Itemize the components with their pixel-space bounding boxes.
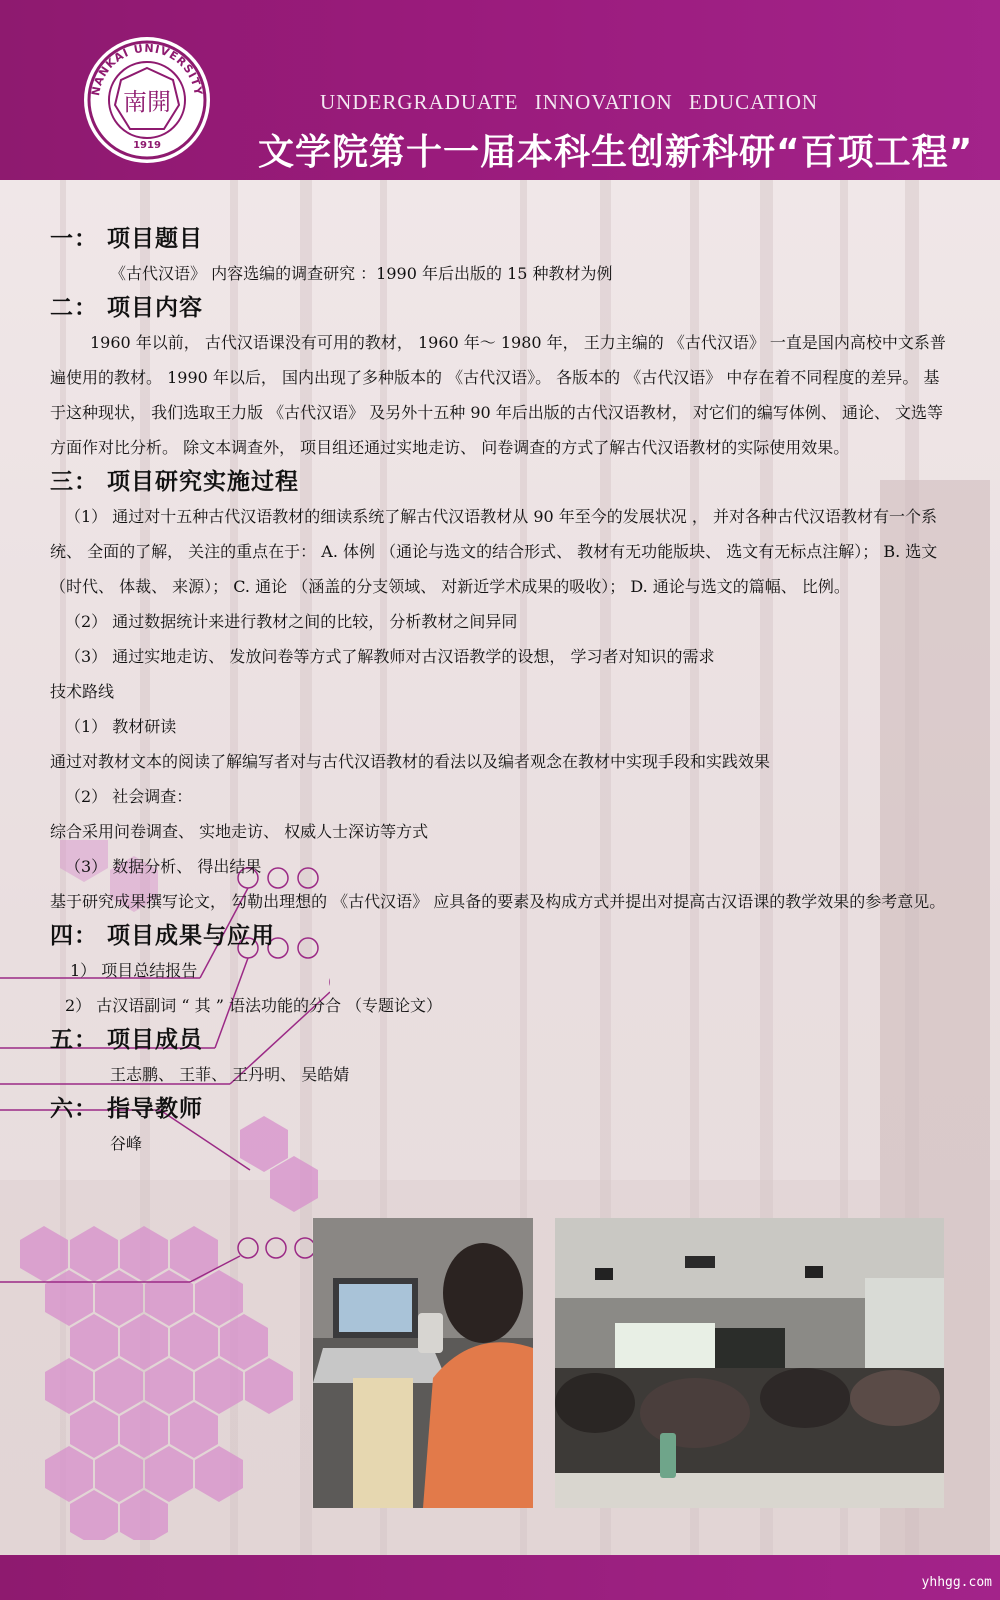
process-item-1: （1） 通过对十五种古代汉语教材的细读系统了解古代汉语教材从 90 年至今的发展状况 ， 并对各种古代汉语教材有一个系统、 全面的了解， 关注的重点在于： A. 体例 （通论与选文的结合形式、 教材有无功能版块、 选文有无标点注解）； B. 选文 （时代、 体裁、 来源）； C. 通论 （涵盖的分支领域、 对新近学术成果的吸收）； D. 通论与选文的篇幅、 比例。 — [50, 507, 938, 596]
section-3-heading: 三： 项目研究实施过程 — [50, 468, 300, 495]
route-step-1-label: （1） 教材研读 — [65, 717, 177, 736]
outcome-item-1: 1） 项目总结报告 — [70, 961, 198, 980]
section-5-heading: 五： 项目成员 — [50, 1026, 204, 1053]
header-banner — [0, 0, 1000, 180]
technical-route-title: 技术路线 — [50, 682, 115, 701]
outcome-item-2: 2） 古汉语副词 “ 其 ” 语法功能的分合 （专题论文） — [65, 996, 443, 1015]
section-1-heading: 一： 项目题目 — [50, 225, 204, 252]
route-step-3-label: （3） 数据分析、 得出结果 — [65, 857, 262, 876]
section-6-heading: 六： 指导教师 — [50, 1095, 204, 1122]
section-2-heading: 二： 项目内容 — [50, 294, 204, 321]
nankai-university-seal-logo — [82, 35, 212, 165]
route-step-1-desc: 通过对教材文本的阅读了解编写者对与古代汉语教材的看法以及编者观念在教材中实现手段和实践效果 — [50, 752, 771, 771]
chinese-title: 文学院第十一届本科生创新科研“百项工程” — [258, 132, 974, 173]
watermark-text: yhhgg.com — [921, 1575, 992, 1590]
project-title-text: 《古代汉语》 内容选编的调查研究 ：1990 年后出版的 15 种教材为例 — [110, 264, 613, 283]
logo-chars: 南開 — [123, 88, 171, 116]
process-item-3: （3） 通过实地走访、 发放问卷等方式了解教师对古汉语教学的设想， 学习者对知识的需求 — [65, 647, 715, 666]
section-4-heading: 四： 项目成果与应用 — [50, 922, 276, 949]
english-title: UNDERGRADUATE INNOVATION EDUCATION — [320, 90, 819, 114]
classroom-lecture-photo — [555, 1218, 944, 1508]
student-laptop-photo — [313, 1218, 533, 1508]
route-step-3-desc: 基于研究成果撰写论文， 勾勒出理想的 《古代汉语》 应具备的要素及构成方式并提出对提高古汉语课的教学效果的参考意见。 — [50, 892, 946, 911]
route-step-2-desc: 综合采用问卷调查、 实地走访、 权威人士深访等方式 — [50, 822, 429, 841]
route-step-2-label: （2） 社会调查： — [65, 787, 193, 806]
poster-content — [50, 222, 955, 1161]
process-item-2: （2） 通过数据统计来进行教材之间的比较， 分析教材之间异同 — [65, 612, 518, 631]
footer-bar — [0, 1555, 1000, 1600]
project-members-text: 王志鹏、 王菲、 王丹明、 吴皓婧 — [110, 1065, 350, 1084]
advisor-text: 谷峰 — [110, 1134, 143, 1153]
logo-university-name: NANKAI UNIVERSITY — [89, 41, 205, 97]
logo-year: 1919 — [133, 140, 161, 151]
project-content-text: 1960 年以前， 古代汉语课没有可用的教材， 1960 年～ 1980 年， 王力主编的 《古代汉语》 一直是国内高校中文系普遍使用的教材。 1990 年以后， 国内出现了多种版本的 《古代汉语》。 各版本的 《古代汉语》 中存在着不同程度的差异。 基于这种现状， 我们选取王力版 《古代汉语》 及另外十五种 90 年后出版的古代汉语教材， 对它们的编写体例、 通论、 文选等方面作对比分析。 除文本调查外， 项目组还通过实地走访、 问卷调查的方式了解古代汉语教材的实际使用效果。 — [50, 333, 946, 457]
